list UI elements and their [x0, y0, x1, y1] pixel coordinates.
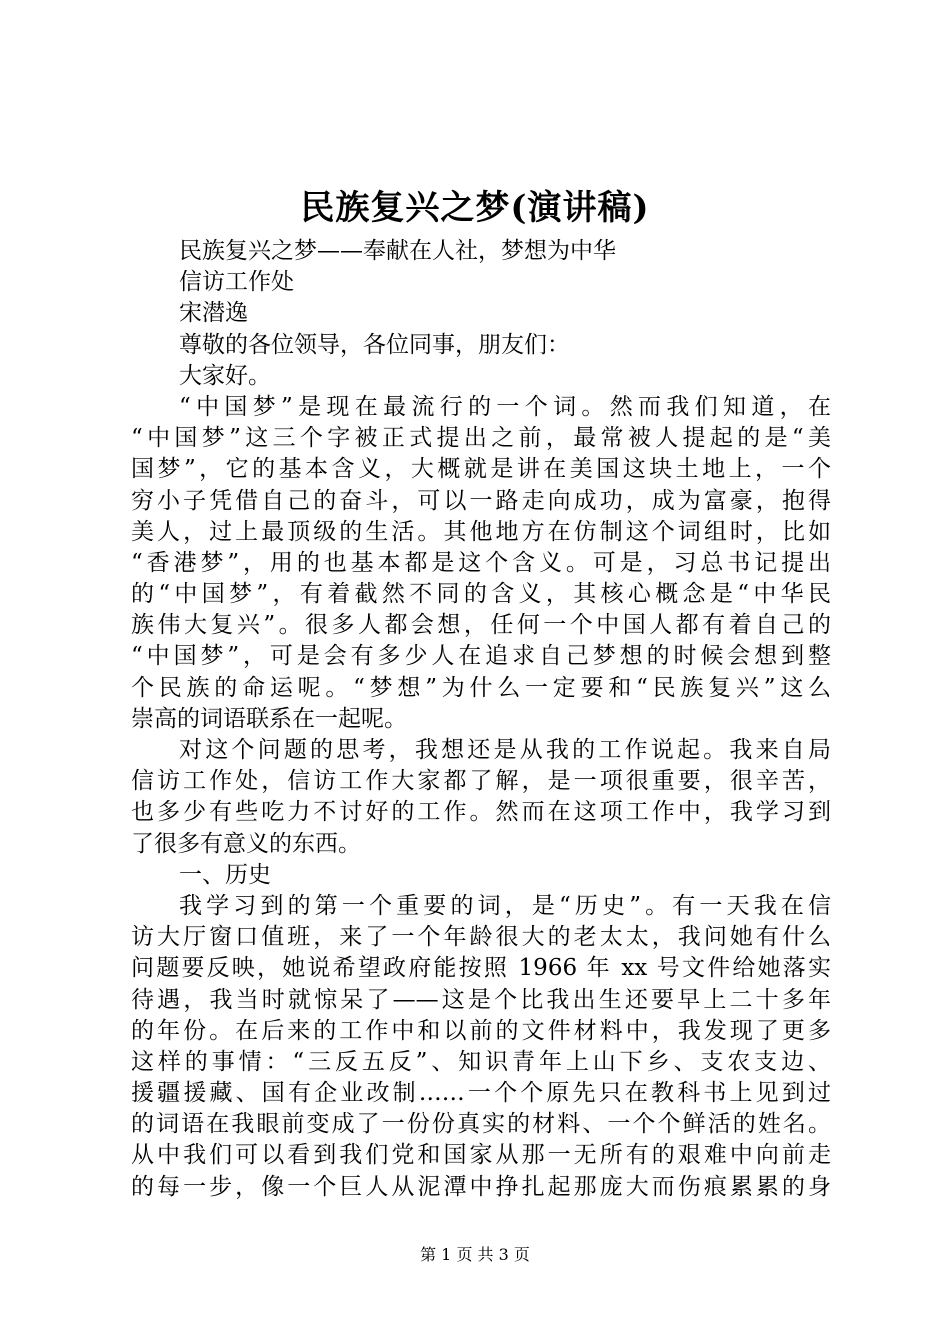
- text-line: 崇高的词语联系在一起呢。: [131, 705, 407, 732]
- text-line: 穷小子凭借自己的奋斗，可以一路走向成功，成为富豪，抱得: [131, 487, 831, 514]
- text-line: 我学习到的第一个重要的词，是“历史”。有一天我在信: [179, 892, 831, 919]
- text-line: 问题要反映，她说希望政府能按照 1966 年 xx 号文件给她落实: [131, 955, 831, 982]
- text-line: 族伟大复兴”。很多人都会想，任何一个中国人都有着自己的: [131, 612, 831, 639]
- text-line: “中国梦”这三个字被正式提出之前，最常被人提起的是“美: [131, 425, 831, 452]
- text-line: 的“中国梦”，有着截然不同的含义，其核心概念是“中华民: [131, 581, 831, 608]
- text-line: “中国梦”是现在最流行的一个词。然而我们知道，在: [179, 393, 831, 420]
- text-line: 待遇，我当时就惊呆了——这是个比我出生还要早上二十多年: [131, 986, 831, 1013]
- text-line: “中国梦”，可是会有多少人在追求自己梦想的时候会想到整: [131, 643, 831, 670]
- document-body: [131, 236, 831, 1203]
- text-line: 个民族的命运呢。“梦想”为什么一定要和“民族复兴”这么: [131, 674, 831, 701]
- text-line: 民族复兴之梦——奉献在人社，梦想为中华: [179, 238, 616, 264]
- text-line: 一、历史: [179, 861, 271, 888]
- text-line: 访大厅窗口值班，来了一个年龄很大的老太太，我问她有什么: [131, 924, 831, 951]
- text-line: 尊敬的各位领导，各位同事，朋友们：: [179, 331, 570, 358]
- text-line: 信访工作处: [179, 269, 294, 296]
- text-line: 国梦”，它的基本含义，大概就是讲在美国这块土地上，一个: [131, 456, 831, 483]
- text-line: 的年份。在后来的工作中和以前的文件材料中，我发现了更多: [131, 1017, 831, 1044]
- text-line: 对这个问题的思考，我想还是从我的工作说起。我来自局: [179, 737, 831, 763]
- text-line: 宋潜逸: [179, 300, 248, 327]
- text-line: 这样的事情：“三反五反”、知识青年上山下乡、支农支边、: [131, 1048, 831, 1075]
- page-footer: 第 1 页 共 3 页: [420, 1245, 530, 1264]
- text-line: 的词语在我眼前变成了一份份真实的材料、一个个鲜活的姓名。: [131, 1111, 831, 1138]
- text-line: 大家好。: [179, 362, 271, 389]
- text-line: 从中我们可以看到我们党和国家从那一无所有的艰难中向前走: [131, 1142, 831, 1169]
- text-line: “香港梦”，用的也基本都是这个含义。可是，习总书记提出: [131, 549, 831, 576]
- page-title: 民族复兴之梦(演讲稿): [300, 188, 650, 228]
- text-line: 的每一步，像一个巨人从泥潭中挣扎起那庞大而伤痕累累的身: [131, 1173, 831, 1200]
- text-line: 美人，过上最顶级的生活。其他地方在仿制这个词组时，比如: [131, 518, 831, 545]
- text-line: 信访工作处，信访工作大家都了解，是一项很重要，很辛苦，: [131, 768, 831, 795]
- text-line: 了很多有意义的东西。: [131, 830, 361, 857]
- text-line: 也多少有些吃力不讨好的工作。然而在这项工作中，我学习到: [131, 799, 831, 826]
- text-line: 援疆援藏、国有企业改制……一个个原先只在教科书上见到过: [131, 1080, 831, 1107]
